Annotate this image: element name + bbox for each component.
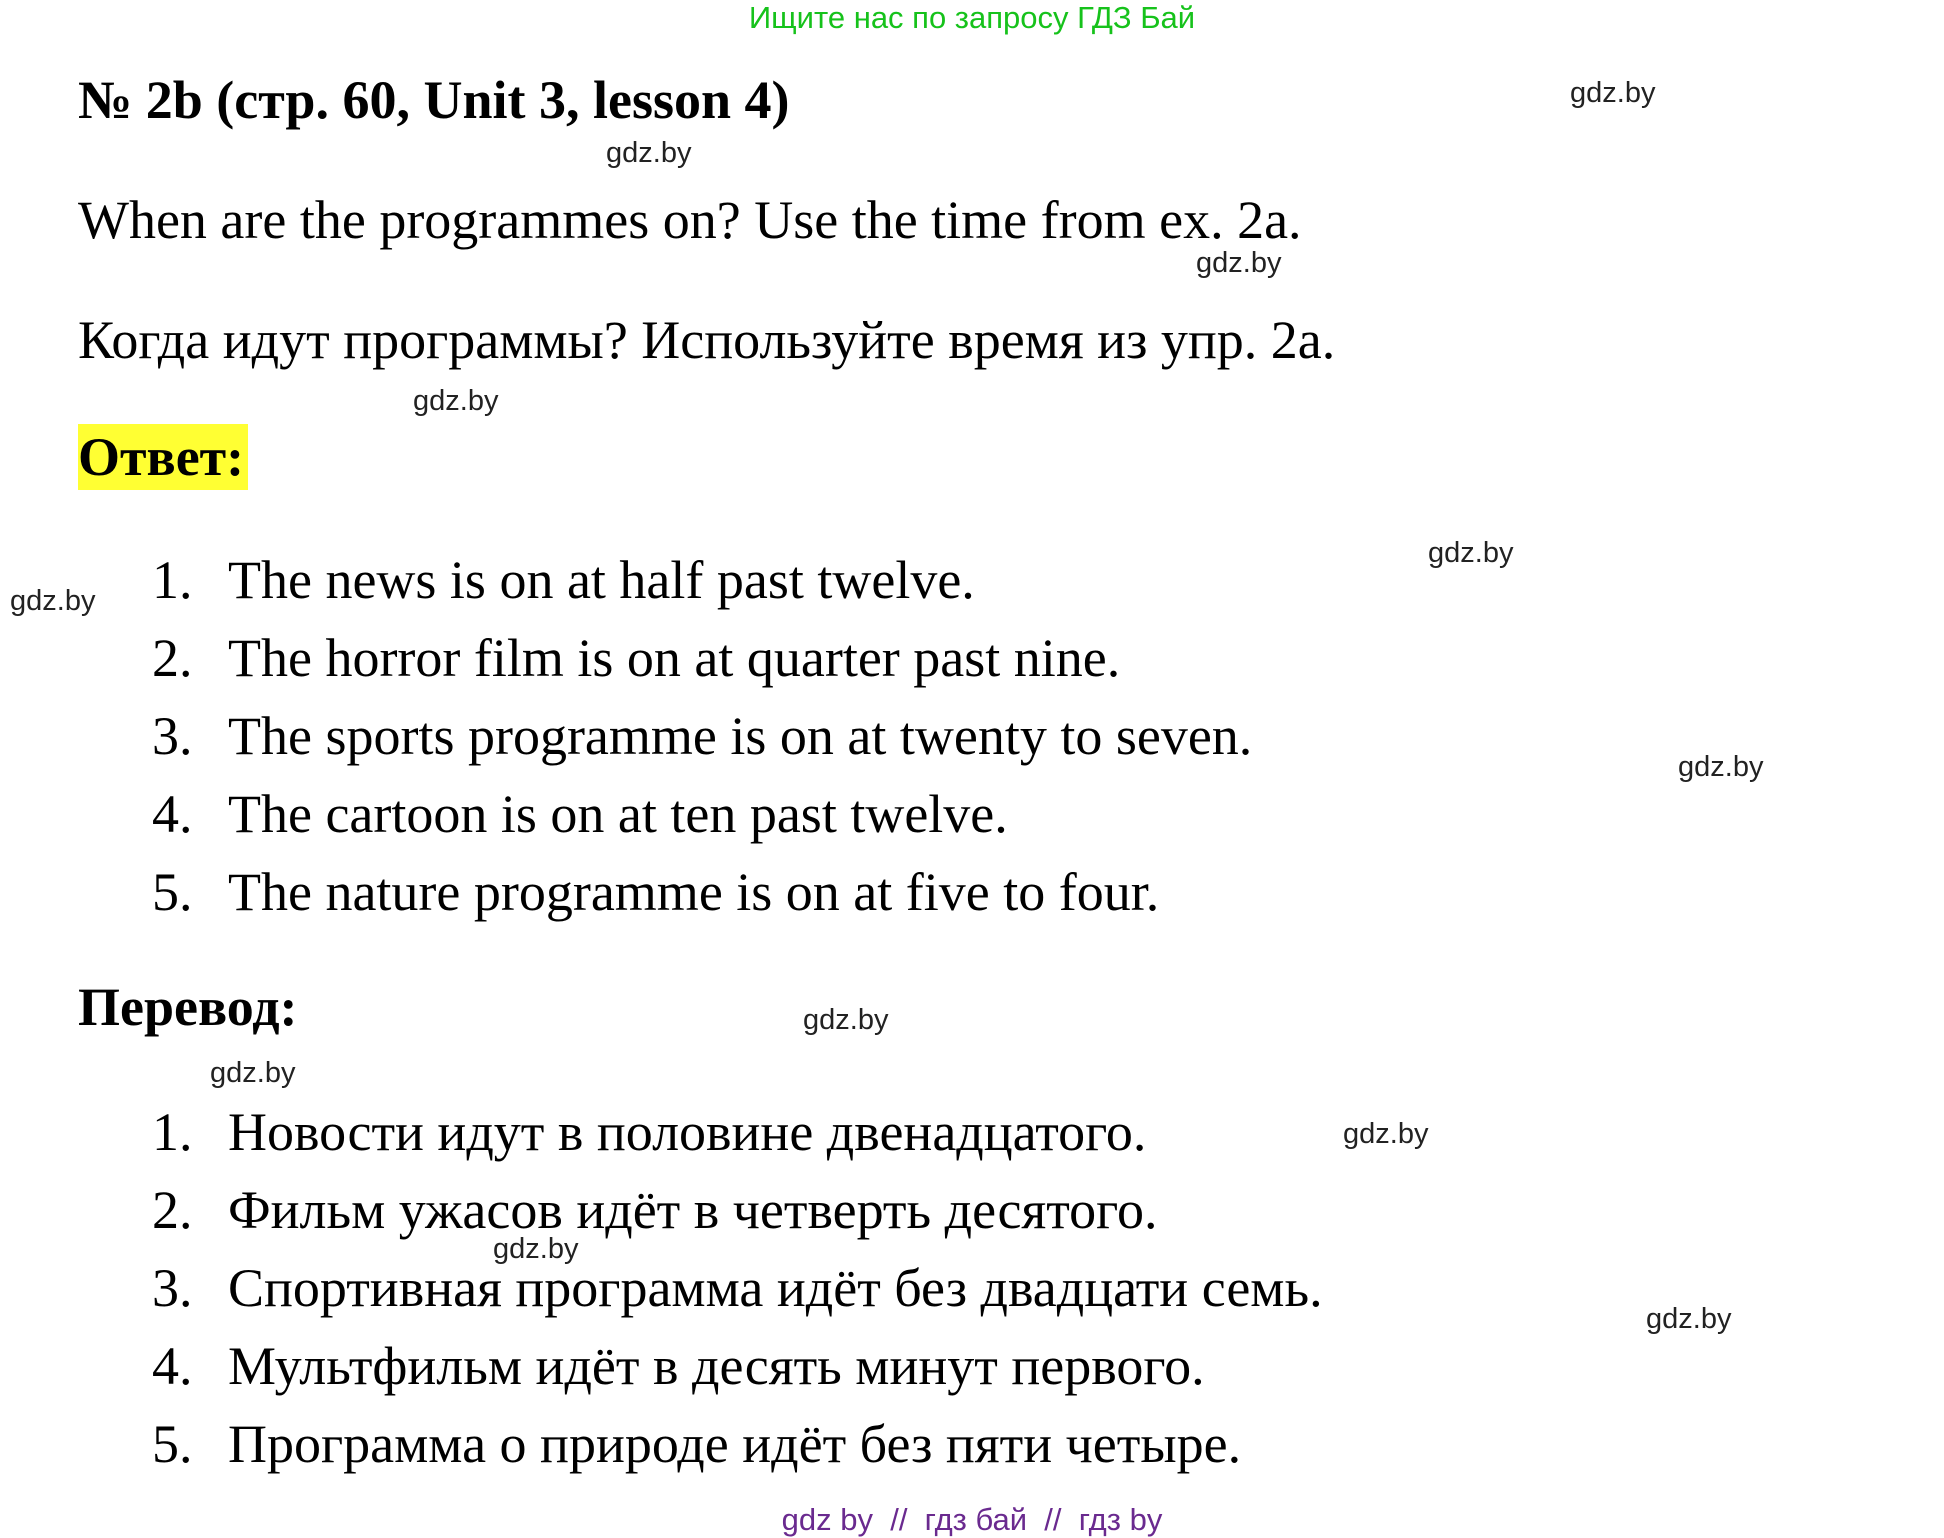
translation-item [152, 1412, 1241, 1476]
translation-label: Перевод: [78, 977, 298, 1037]
answer-number: 2. [152, 628, 193, 688]
translation-item [152, 1256, 1323, 1320]
answer-text: The horror film is on at quarter past nine. [228, 628, 1121, 688]
answer-item [152, 548, 975, 612]
translation-number: 3. [152, 1258, 193, 1318]
watermark: gdz.by [1343, 1118, 1429, 1150]
translation-item [152, 1178, 1157, 1242]
answer-text: The cartoon is on at ten past twelve. [228, 784, 1008, 844]
answer-item [152, 782, 1008, 846]
watermark: gdz.by [1646, 1303, 1732, 1335]
answer-text: The sports programme is on at twenty to seven. [228, 706, 1253, 766]
watermark: gdz.by [803, 1004, 889, 1036]
watermark: gdz.by [493, 1233, 579, 1265]
translation-number: 1. [152, 1102, 193, 1162]
answer-label: Ответ: [78, 424, 248, 490]
answer-number: 1. [152, 550, 193, 610]
translation-number: 5. [152, 1414, 193, 1474]
translation-item [152, 1100, 1146, 1164]
translation-item [152, 1334, 1205, 1398]
translation-text: Фильм ужасов идёт в четверть десятого. [228, 1180, 1158, 1240]
translation-text: Мультфильм идёт в десять минут первого. [228, 1336, 1205, 1396]
translation-text: Программа о природе идёт без пяти четыре. [228, 1414, 1242, 1474]
translation-text: Спортивная программа идёт без двадцати семь. [228, 1258, 1323, 1318]
answer-item [152, 704, 1252, 768]
watermark: gdz.by [1570, 77, 1656, 109]
watermark: gdz.by [10, 585, 96, 617]
watermark: gdz.by [210, 1057, 296, 1089]
footer-links: gdz by // гдз бай // гдз by [781, 1502, 1163, 1537]
prompt-russian: Когда идут программы? Используйте время из упр. 2а. [78, 310, 1336, 370]
answer-text: The news is on at half past twelve. [228, 550, 975, 610]
answer-item [152, 860, 1159, 924]
watermark: gdz.by [1678, 751, 1764, 783]
answer-number: 3. [152, 706, 193, 766]
answer-text: The nature programme is on at five to four. [228, 862, 1160, 922]
translation-number: 4. [152, 1336, 193, 1396]
top-banner: Ищите нас по запросу ГДЗ Бай [748, 0, 1196, 35]
exercise-title: № 2b (стр. 60, Unit 3, lesson 4) [78, 70, 790, 130]
watermark: gdz.by [1196, 247, 1282, 279]
prompt-english: When are the programmes on? Use the time from ex. 2a. [78, 190, 1302, 250]
answer-number: 5. [152, 862, 193, 922]
translation-text: Новости идут в половине двенадцатого. [228, 1102, 1147, 1162]
watermark: gdz.by [1428, 537, 1514, 569]
answer-item [152, 626, 1120, 690]
watermark: gdz.by [413, 385, 499, 417]
translation-number: 2. [152, 1180, 193, 1240]
watermark: gdz.by [606, 137, 692, 169]
answer-number: 4. [152, 784, 193, 844]
